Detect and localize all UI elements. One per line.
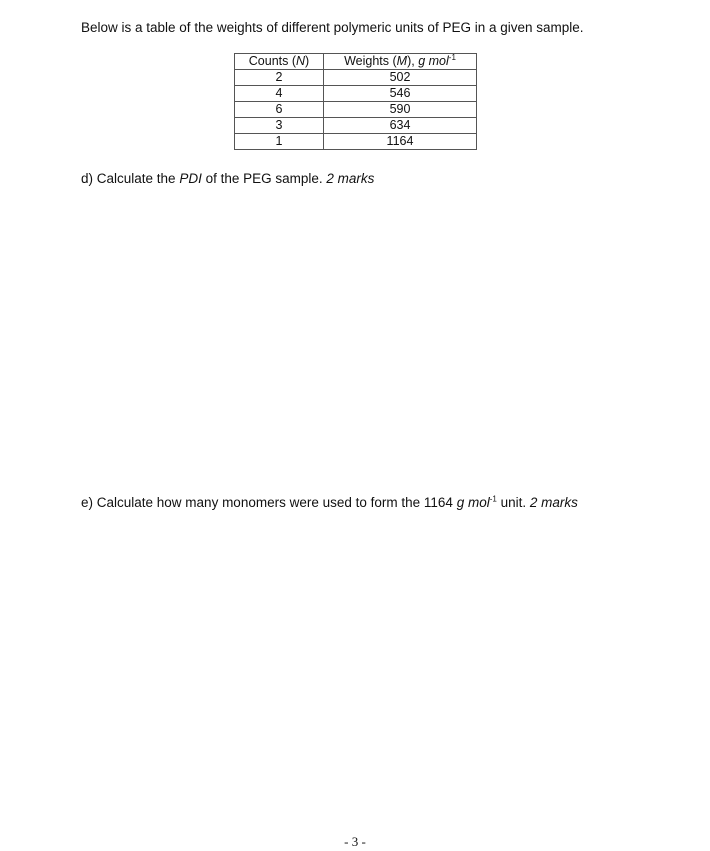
table-header-row xyxy=(235,54,477,70)
counts-header: Counts (N) xyxy=(235,54,324,70)
question-d-marks: 2 marks xyxy=(326,171,375,186)
weight-cell: 546 xyxy=(324,86,477,102)
question-e: e) Calculate how many monomers were used to form the 1164 g mol$^{-1}$ unit. 2 marks xyxy=(81,494,578,510)
count-cell: 6 xyxy=(235,102,324,118)
weight-cell: 1164 xyxy=(324,134,477,150)
weights-header: Weights (M), g mol$^{-1}$ xyxy=(324,54,477,70)
question-d: d) Calculate the PDI of the PEG sample. 2 marks xyxy=(81,171,375,186)
count-cell: 3 xyxy=(235,118,324,134)
table-row xyxy=(235,134,477,150)
weight-cell: 634 xyxy=(324,118,477,134)
intro-text: Below is a table of the weights of different polymeric units of PEG in a given sample. xyxy=(81,20,584,35)
table-row xyxy=(235,102,477,118)
table-row xyxy=(235,118,477,134)
table-row xyxy=(235,70,477,86)
weight-cell: 502 xyxy=(324,70,477,86)
count-cell: 1 xyxy=(235,134,324,150)
page-number: - 3 - xyxy=(344,834,366,849)
peg-weights-table xyxy=(234,53,477,150)
pdi-term: PDI xyxy=(179,171,202,186)
count-cell: 4 xyxy=(235,86,324,102)
count-cell: 2 xyxy=(235,70,324,86)
question-e-marks: 2 marks xyxy=(529,495,578,510)
table-row xyxy=(235,86,477,102)
weight-cell: 590 xyxy=(324,102,477,118)
